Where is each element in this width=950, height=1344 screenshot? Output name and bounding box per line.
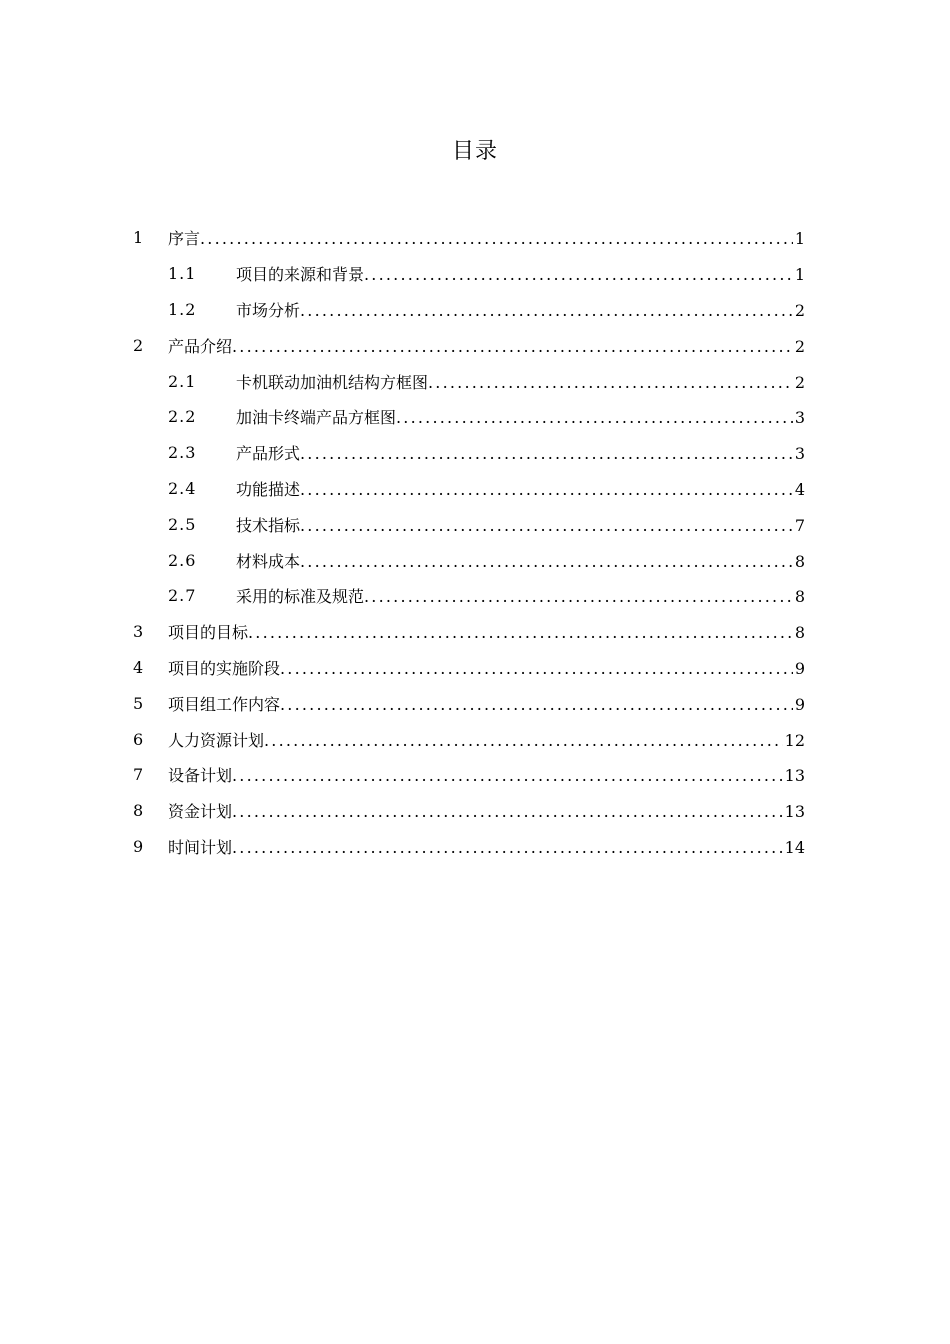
toc-leader-dots	[364, 587, 793, 606]
toc-entry[interactable]	[0, 220, 950, 256]
toc-entry[interactable]	[0, 292, 950, 328]
toc-entry[interactable]	[0, 435, 950, 471]
toc-entry-page: 7	[794, 515, 805, 535]
toc-entry-title: 项目的实施阶段	[168, 658, 281, 678]
toc-leader-dots	[300, 301, 793, 320]
toc-entry-page: 2	[794, 300, 805, 320]
toc-leader-dots	[300, 480, 793, 499]
toc-leader-dots	[300, 444, 793, 463]
toc-leader-dots	[232, 838, 783, 857]
toc-entry[interactable]	[0, 614, 950, 650]
toc-entry-page: 2	[794, 336, 805, 356]
toc-entry-number: 6	[133, 729, 144, 749]
toc-entry-page: 3	[794, 408, 805, 428]
toc-entry-page: 8	[794, 623, 805, 643]
toc-entry-title: 项目的来源和背景	[236, 265, 365, 285]
toc-list	[0, 220, 950, 864]
toc-entry[interactable]	[0, 578, 950, 614]
toc-entry-title: 产品介绍	[168, 336, 233, 356]
toc-leader-dots	[232, 802, 783, 821]
toc-entry-number: 2.2	[168, 407, 197, 427]
toc-entry-page: 3	[794, 444, 805, 464]
toc-entry-title: 项目的目标	[168, 623, 249, 643]
toc-entry-number: 1	[133, 228, 144, 248]
toc-entry-number: 2.3	[168, 443, 197, 463]
toc-entry[interactable]	[0, 650, 950, 686]
toc-entry-page: 4	[794, 479, 805, 499]
toc-entry-page: 13	[784, 766, 805, 786]
toc-entry[interactable]	[0, 757, 950, 793]
toc-leader-dots	[364, 265, 793, 284]
toc-entry[interactable]	[0, 829, 950, 865]
toc-entry-page: 8	[794, 551, 805, 571]
toc-entry-page: 1	[794, 229, 805, 249]
toc-entry-page: 1	[794, 265, 805, 285]
toc-entry-title: 时间计划	[168, 837, 233, 857]
toc-leader-dots	[300, 552, 793, 571]
toc-entry-number: 2.4	[168, 478, 197, 498]
toc-entry-number: 2.7	[168, 586, 197, 606]
toc-entry[interactable]	[0, 542, 950, 578]
toc-entry-title: 技术指标	[236, 515, 301, 535]
toc-leader-dots	[232, 337, 793, 356]
toc-entry[interactable]	[0, 793, 950, 829]
toc-entry-page: 9	[794, 658, 805, 678]
toc-entry-number: 1.2	[168, 299, 197, 319]
toc-leader-dots	[280, 659, 793, 678]
toc-entry-title: 市场分析	[236, 300, 301, 320]
toc-entry-title: 产品形式	[236, 444, 301, 464]
toc-entry-page: 2	[794, 372, 805, 392]
toc-entry[interactable]	[0, 327, 950, 363]
toc-leader-dots	[200, 229, 793, 248]
toc-entry-title: 资金计划	[168, 802, 233, 822]
toc-entry-number: 2.1	[168, 371, 197, 391]
toc-entry-page: 9	[794, 694, 805, 714]
toc-entry-title: 材料成本	[236, 551, 301, 571]
toc-leader-dots	[232, 766, 783, 785]
toc-entry-number: 5	[133, 693, 144, 713]
toc-entry[interactable]	[0, 256, 950, 292]
toc-leader-dots	[396, 408, 793, 427]
toc-entry-number: 2.5	[168, 514, 197, 534]
toc-leader-dots	[280, 695, 793, 714]
toc-entry-title: 设备计划	[168, 766, 233, 786]
toc-entry-page: 13	[784, 802, 805, 822]
toc-entry-number: 2.6	[168, 550, 197, 570]
toc-entry[interactable]	[0, 506, 950, 542]
toc-entry[interactable]	[0, 399, 950, 435]
toc-entry-page: 8	[794, 587, 805, 607]
toc-entry-page: 14	[784, 837, 805, 857]
toc-entry-title: 项目组工作内容	[168, 694, 281, 714]
toc-entry-number: 7	[133, 765, 144, 785]
toc-leader-dots	[264, 731, 783, 750]
toc-entry-title: 人力资源计划	[168, 730, 265, 750]
toc-entry-number: 8	[133, 801, 144, 821]
toc-entry-number: 2	[133, 335, 144, 355]
toc-entry-number: 4	[133, 657, 144, 677]
toc-entry-title: 加油卡终端产品方框图	[236, 408, 397, 428]
toc-entry-number: 9	[133, 836, 144, 856]
toc-entry[interactable]	[0, 363, 950, 399]
toc-entry-number: 3	[133, 622, 144, 642]
toc-entry-number: 1.1	[168, 264, 197, 284]
toc-entry[interactable]	[0, 471, 950, 507]
toc-entry-title: 卡机联动加油机结构方框图	[236, 372, 429, 392]
toc-entry-title: 采用的标准及规范	[236, 587, 365, 607]
toc-leader-dots	[428, 373, 793, 392]
toc-title: 目录	[451, 139, 498, 164]
toc-entry-title: 功能描述	[236, 479, 301, 499]
toc-entry[interactable]	[0, 721, 950, 757]
toc-leader-dots	[300, 516, 793, 535]
toc-leader-dots	[248, 623, 793, 642]
toc-entry-page: 12	[784, 730, 805, 750]
toc-entry[interactable]	[0, 685, 950, 721]
toc-entry-title: 序言	[168, 229, 201, 249]
